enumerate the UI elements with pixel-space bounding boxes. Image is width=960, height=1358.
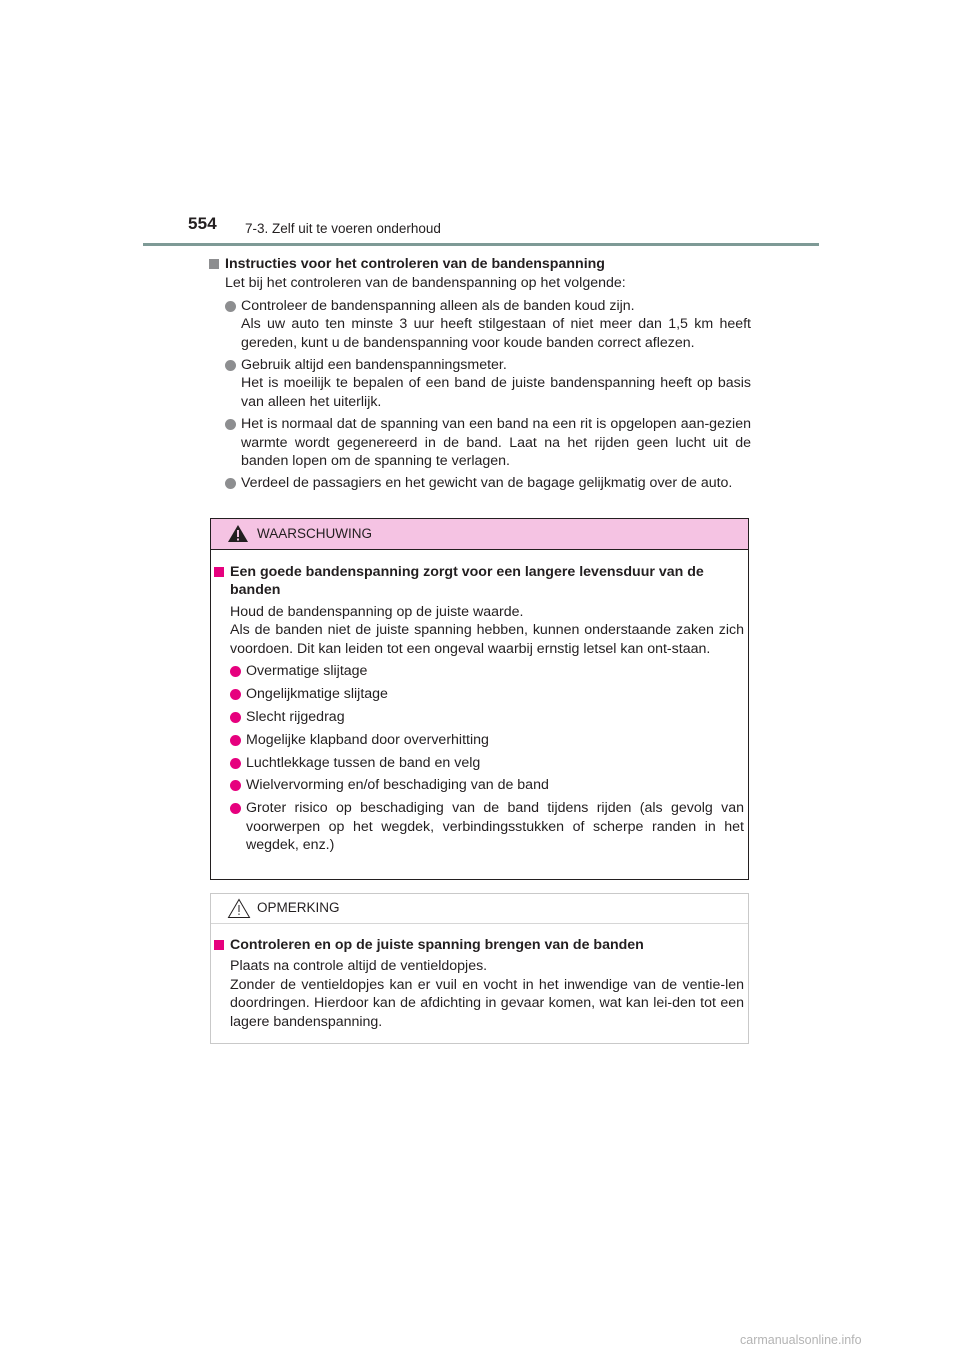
list-item-text: Luchtlekkage tussen de band en velg <box>246 754 481 771</box>
notice-body-line: Plaats na controle altijd de ventieldopjes. <box>230 958 488 975</box>
round-bullet-icon <box>225 301 236 312</box>
notice-heading <box>214 936 744 954</box>
list-item-line: Het is moeilijk te bepalen of een band de juiste bandenspanning heeft op basis van alleen het uiterlijk. <box>241 375 751 410</box>
list-item <box>214 685 744 703</box>
warning-body-line: Houd de bandenspanning op de juiste waarde. <box>230 603 524 620</box>
instructions-heading <box>209 255 751 273</box>
list-item-line: Het is normaal dat de spanning van een band na een rit is opgelopen aan-gezien warmte wordt gegenereerd in de band. Laat na het rijden geen lucht uit de banden lopen om de spanning te verlagen. <box>241 416 751 470</box>
list-item-line: Controleer de bandenspanning alleen als de banden koud zijn. <box>241 297 635 314</box>
list-item <box>209 474 751 492</box>
list-item-text: Mogelijke klapband door oververhitting <box>246 731 489 748</box>
round-bullet-icon <box>230 666 241 677</box>
round-bullet-icon <box>230 712 241 723</box>
round-bullet-icon <box>225 360 236 371</box>
round-bullet-icon <box>230 735 241 746</box>
round-bullet-icon <box>230 689 241 700</box>
section-title: 7-3. Zelf uit te voeren onderhoud <box>245 221 441 236</box>
square-bullet-icon <box>214 940 224 950</box>
list-item <box>214 662 744 680</box>
list-item-line: Verdeel de passagiers en het gewicht van de bagage gelijkmatig over de auto. <box>241 475 733 492</box>
instructions-section <box>209 255 751 493</box>
warning-box <box>210 518 749 880</box>
round-bullet-icon <box>230 758 241 769</box>
list-item-text: Slecht rijgedrag <box>246 709 345 726</box>
warning-content <box>214 563 744 854</box>
warning-header <box>211 519 748 550</box>
notice-triangle-icon <box>227 898 251 919</box>
notice-label: OPMERKING <box>257 900 340 915</box>
square-bullet-icon <box>214 567 224 577</box>
list-item <box>214 754 744 772</box>
list-item <box>214 776 744 794</box>
instructions-intro: Let bij het controleren van de bandenspanning op het volgende: <box>225 275 626 292</box>
warning-label: WAARSCHUWING <box>257 526 372 541</box>
header-rule <box>143 243 819 246</box>
list-item <box>214 731 744 749</box>
square-bullet-icon <box>209 259 219 269</box>
watermark: carmanualsonline.info <box>740 1333 862 1347</box>
list-item <box>209 356 751 411</box>
notice-box <box>210 893 749 1044</box>
list-item-line: Gebruik altijd een bandenspanningsmeter. <box>241 357 507 374</box>
list-item-text: Overmatige slijtage <box>246 663 368 680</box>
round-bullet-icon <box>225 478 236 489</box>
list-item <box>214 799 744 854</box>
notice-content <box>214 936 744 1031</box>
notice-body-line: Zonder de ventieldopjes kan er vuil en vocht in het inwendige van de ventie-len doordringen. Hierdoor kan de afdichting in gevaar komen, wat kan lei-den tot een lagere bandenspanning. <box>230 976 744 1030</box>
warning-title: Een goede bandenspanning zorgt voor een langere levensduur van de banden <box>230 564 704 599</box>
list-item-line: Als uw auto ten minste 3 uur heeft stilgestaan of niet meer dan 1,5 km heeft gereden, kunt u de bandenspanning voor koude banden correct aflezen. <box>241 316 751 351</box>
warning-body-line: Als de banden niet de juiste spanning hebben, kunnen onderstaande zaken zich voordoen. Dit kan leiden tot een ongeval waarbij ernstig letsel kan ont-staan. <box>230 622 744 657</box>
list-item <box>209 415 751 470</box>
round-bullet-icon <box>230 803 241 814</box>
notice-header <box>211 894 748 924</box>
list-item-text: Groter risico op beschadiging van de band tijdens rijden (als gevolg van voorwerpen op het wegdek, verbindingsstukken of scherpe randen in het wegdek, enz.) <box>246 800 744 854</box>
round-bullet-icon <box>225 419 236 430</box>
notice-title: Controleren en op de juiste spanning brengen van de banden <box>230 937 644 953</box>
list-item-text: Ongelijkmatige slijtage <box>246 686 388 703</box>
warning-triangle-icon <box>227 524 249 543</box>
list-item <box>214 708 744 726</box>
instructions-title: Instructies voor het controleren van de bandenspanning <box>225 256 605 272</box>
round-bullet-icon <box>230 780 241 791</box>
warning-heading <box>214 563 744 600</box>
list-item-text: Wielvervorming en/of beschadiging van de band <box>246 777 549 794</box>
page-number: 554 <box>188 214 217 233</box>
list-item <box>209 297 751 352</box>
